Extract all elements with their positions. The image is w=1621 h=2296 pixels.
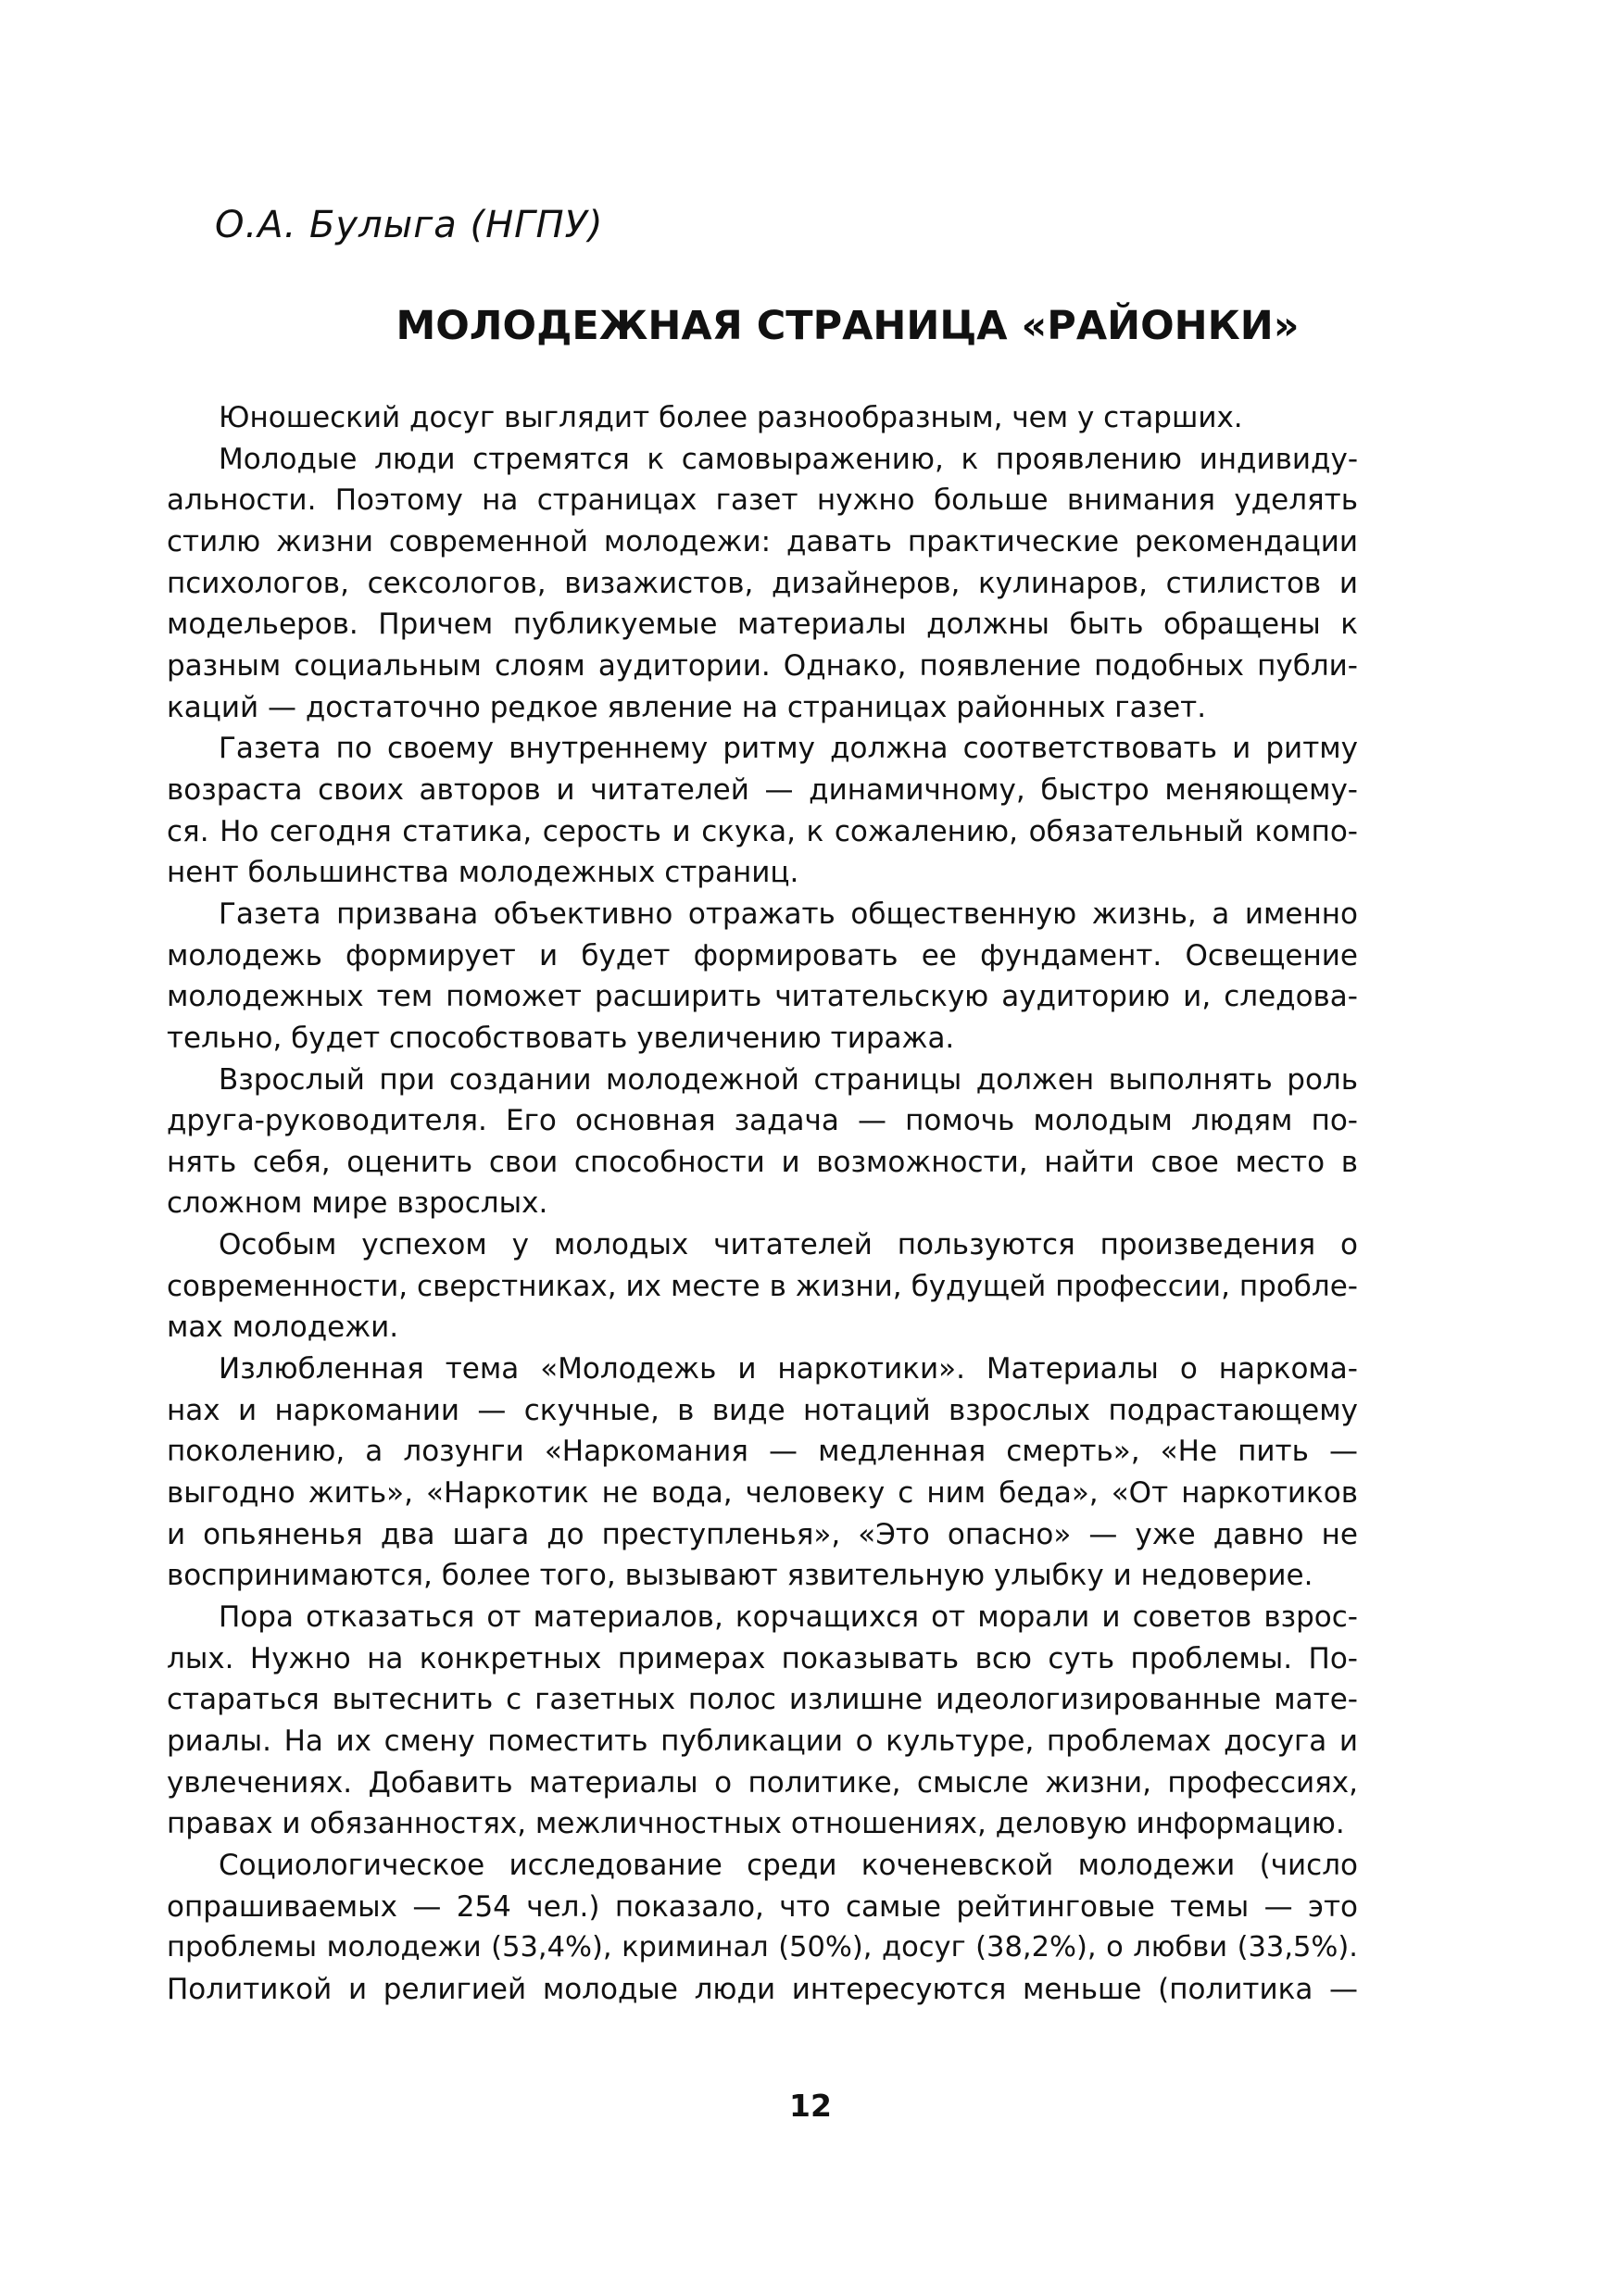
body-text-line: модельеров. Причем публикуемые материалы должны быть обращены к bbox=[167, 608, 1358, 642]
body-text-line: тельно, будет способствовать увеличению тиража. bbox=[167, 1021, 955, 1055]
body-text-line: проблемы молодежи (53,4%), криминал (50%), досуг (38,2%), о любви (33,5%). bbox=[167, 1931, 1358, 1964]
page-number: 12 bbox=[789, 2088, 832, 2124]
body-text-line: лых. Нужно на конкретных примерах показывать всю суть проблемы. По- bbox=[167, 1641, 1358, 1675]
body-text-line: мах молодежи. bbox=[167, 1311, 399, 1345]
body-text-line: увлечениях. Добавить материалы о политике, смысле жизни, профессиях, bbox=[167, 1765, 1358, 1800]
body-text-line: опрашиваемых — 254 чел.) показало, что самые рейтинговые темы — это bbox=[167, 1889, 1358, 1924]
body-text-line: современности, сверстниках, их месте в жизни, будущей профессии, пробле- bbox=[167, 1269, 1358, 1303]
article-title: МОЛОДЕЖНАЯ СТРАНИЦА «РАЙОНКИ» bbox=[396, 303, 1300, 349]
body-text-line: воспринимаются, более того, вызывают язвительную улыбку и недоверие. bbox=[167, 1559, 1313, 1593]
body-text-line: Пора отказаться от материалов, корчащихся от морали и советов взрос- bbox=[219, 1600, 1358, 1635]
body-text-line: молодежь формирует и будет формировать ее фундамент. Освещение bbox=[167, 938, 1358, 972]
body-text-line: стилю жизни современной молодежи: давать практические рекомендации bbox=[167, 524, 1358, 558]
body-text-line: сложном мире взрослых. bbox=[167, 1186, 548, 1221]
body-text-line: Молодые люди стремятся к самовыражению, к проявлению индивиду- bbox=[219, 442, 1358, 476]
body-text-line: правах и обязанностях, межличностных отношениях, деловую информацию. bbox=[167, 1807, 1345, 1841]
body-text-line: молодежных тем поможет расширить читательскую аудиторию и, следова- bbox=[167, 980, 1358, 1014]
body-text-line: Газета по своему внутреннему ритму должна соответствовать и ритму bbox=[219, 732, 1358, 766]
body-text-line: Излюбленная тема «Молодежь и наркотики». Материалы о наркома- bbox=[219, 1352, 1358, 1386]
body-text-line: Юношеский досуг выглядит более разнообразным, чем у старших. bbox=[219, 401, 1243, 434]
body-text-line: альности. Поэтому на страницах газет нужно больше внимания уделять bbox=[167, 483, 1358, 518]
body-text-line: каций — достаточно редкое явление на страницах районных газет. bbox=[167, 690, 1207, 724]
body-text-line: Газета призвана объективно отражать общественную жизнь, а именно bbox=[219, 897, 1358, 931]
body-text-line: друга-руководителя. Его основная задача — помочь молодым людям по- bbox=[167, 1104, 1358, 1138]
body-text-line: нент большинства молодежных страниц. bbox=[167, 856, 799, 890]
body-text-line: Политикой и религией молодые люди интересуются меньше (политика — bbox=[167, 1972, 1358, 2006]
body-text-line: нах и наркомании — скучные, в виде нотаций взрослых подрастающему bbox=[167, 1393, 1358, 1427]
body-text-line: выгодно жить», «Наркотик не вода, человеку с ним беда», «От наркотиков bbox=[167, 1476, 1358, 1511]
body-text-line: ся. Но сегодня статика, серость и скука, к сожалению, обязательный компо- bbox=[167, 814, 1358, 848]
body-text-line: Социологическое исследование среди коченевской молодежи (число bbox=[219, 1848, 1358, 1882]
body-text-line: и опьяненья два шага до преступленья», «Это опасно» — уже давно не bbox=[167, 1517, 1358, 1551]
body-text-line: Особым успехом у молодых читателей пользуются произведения о bbox=[219, 1228, 1358, 1262]
body-text-line: психологов, сексологов, визажистов, дизайнеров, кулинаров, стилистов и bbox=[167, 566, 1358, 600]
author-line: О.А. Булыга (НГПУ) bbox=[215, 204, 604, 246]
body-text-line: стараться вытеснить с газетных полос излишне идеологизированные мате- bbox=[167, 1683, 1358, 1717]
article-body bbox=[167, 397, 1358, 2011]
body-text-line: Взрослый при создании молодежной страницы должен выполнять роль bbox=[219, 1062, 1358, 1097]
body-text-line: риалы. На их смену поместить публикации о культуре, проблемах досуга и bbox=[167, 1725, 1358, 1758]
body-text-line: нять себя, оценить свои способности и возможности, найти свое место в bbox=[167, 1145, 1358, 1179]
body-text-line: поколению, а лозунги «Наркомания — медленная смерть», «Не пить — bbox=[167, 1435, 1358, 1469]
body-text-line: возраста своих авторов и читателей — динамичному, быстро меняющему- bbox=[167, 772, 1358, 807]
body-text-line: разным социальным слоям аудитории. Однако, появление подобных публи- bbox=[167, 648, 1358, 683]
